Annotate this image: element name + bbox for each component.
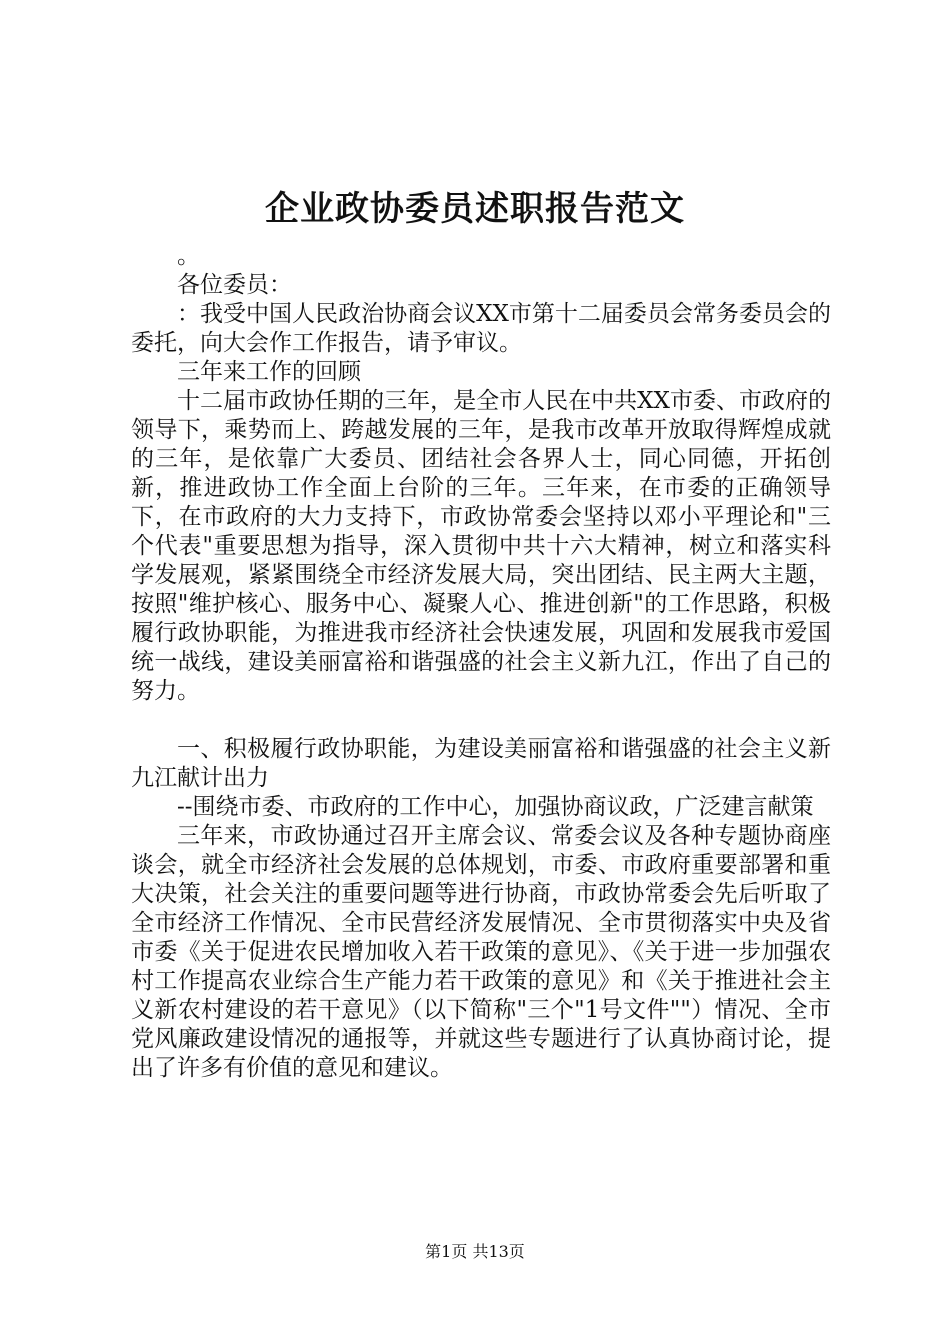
section-heading-review: 三年来工作的回顾: [177, 359, 361, 385]
document-body: [131, 242, 831, 1083]
subsection-heading: --围绕市委、市政府的工作中心，加强协商议政，广泛建言献策: [177, 794, 814, 820]
paragraph-review-summary: 十二届市政协任期的三年，是全市人民在中共XX市委、市政府的领导下，乘势而上、跨越发展的三年，是我市改革开放取得辉煌成就的三年，是依靠广大委员、团结社会各界人士，同心同德，开拓创新，推进政协工作全面上台阶的三年。三年来，在市委的正确领导下，在市政府的大力支持下，市政协常委会坚持以邓小平理论和"三个代表"重要思想为指导，深入贯彻中共十六大精神，树立和落实科学发展观，紧紧围绕全市经济发展大局，突出团结、民主两大主题，按照"维护核心、服务中心、凝聚人心、推进创新"的工作思路，积极履行政协职能，为推进我市经济社会快速发展，巩固和发展我市爱国统一战线，建设美丽富裕和谐强盛的社会主义新九江，作出了自己的努力。: [131, 388, 831, 704]
paragraph-consultation: 三年来，市政协通过召开主席会议、常委会议及各种专题协商座谈会，就全市经济社会发展的总体规划，市委、市政府重要部署和重大决策，社会关注的重要问题等进行协商，市政协常委会先后听取了全市经济工作情况、全市民营经济发展情况、全市贯彻落实中央及省市委《关于促进农民增加收入若干政策的意见》、《关于进一步加强农村工作提高农业综合生产能力若干政策的意见》和《关于推进社会主义新农村建设的若干意见》（以下简称"三个"1号文件""）情况、全市党风廉政建设情况的通报等，并就这些专题进行了认真协商讨论，提出了许多有价值的意见和建议。: [131, 823, 831, 1081]
section-heading-one: 一、积极履行政协职能，为建设美丽富裕和谐强盛的社会主义新九江献计出力: [131, 736, 831, 791]
paragraph-period: 。: [177, 243, 200, 269]
paragraph-salutation: 各位委员：: [177, 272, 292, 298]
document-title: 企业政协委员述职报告范文: [265, 189, 685, 229]
page-footer: 第1页 共13页: [425, 1242, 525, 1261]
paragraph-intro: ：我受中国人民政治协商会议XX市第十二届委员会常务委员会的委托，向大会作工作报告，请予审议。: [131, 301, 831, 356]
